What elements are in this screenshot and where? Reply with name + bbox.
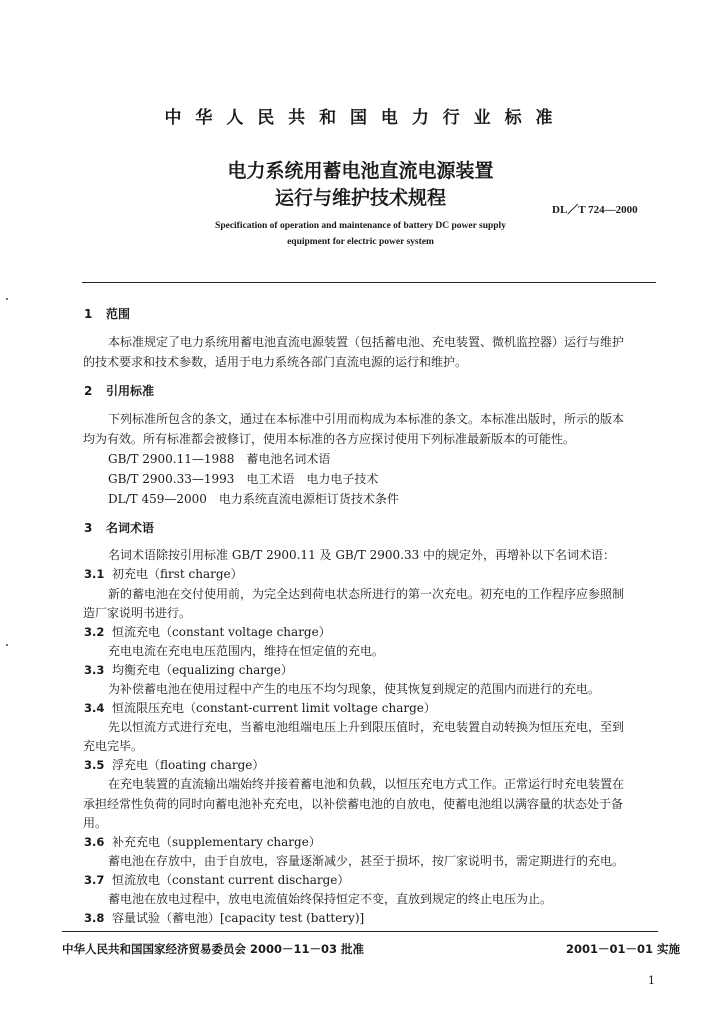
term-name: 容量试验（蓄电池）[capacity test (battery)]	[112, 911, 365, 925]
section-title: 引用标准	[106, 384, 155, 398]
section-number: 2	[84, 384, 93, 398]
scan-speck	[6, 644, 8, 646]
term-heading	[84, 661, 293, 678]
section-2-paragraph-line2: 均为有效。所有标准都会被修订，使用本标准的各方应探讨使用下列标准最新版本的可能性。	[83, 432, 576, 446]
section-2-heading	[84, 382, 154, 399]
document-title-line1: 电力系统用蓄电池直流电源装置	[227, 160, 494, 182]
header-divider	[82, 282, 656, 283]
term-definition-line: 新的蓄电池在交付使用前，为完全达到荷电状态所进行的第一次充电。初充电的工作程序应参照制	[108, 587, 625, 601]
term-heading	[84, 756, 264, 773]
term-heading	[84, 871, 349, 888]
document-title-line2: 运行与维护技术规程	[274, 187, 446, 209]
section-1-heading	[84, 305, 130, 322]
term-definition-line: 用。	[83, 816, 108, 830]
term-definition-line: 造厂家说明书进行。	[83, 606, 192, 620]
approval-notice: 中华人民共和国国家经济贸易委员会 2000－11－03 批准	[62, 942, 365, 956]
scan-speck	[6, 298, 8, 300]
term-name: 补充充电（supplementary charge）	[112, 835, 321, 849]
term-number: 3.4	[84, 701, 105, 715]
term-definition-line: 承担经常性负荷的同时向蓄电池补充充电，以补偿蓄电池的自放电，使蓄电池组以满容量的状态处于备	[83, 797, 624, 811]
term-definition-line: 蓄电池在放电过程中，放电电流值始终保持恒定不变，直放到规定的终止电压为止。	[108, 892, 553, 906]
section-title: 范围	[106, 307, 131, 321]
term-number: 3.7	[84, 873, 105, 887]
term-name: 均衡充电（equalizing charge）	[112, 663, 293, 677]
standard-category: 中 华 人 民 共 和 国 电 力 行 业 标 准	[164, 108, 557, 128]
term-number: 3.8	[84, 911, 105, 925]
implementation-date: 2001－01－01 实施	[566, 942, 681, 956]
term-heading	[84, 623, 331, 640]
reference-item: GB/T 2900.33—1993 电工术语 电力电子技术	[108, 472, 379, 486]
term-definition-line: 充电电流在充电电压范围内，维持在恒定值的充电。	[108, 644, 385, 658]
term-heading	[84, 699, 436, 716]
section-number: 1	[84, 307, 93, 321]
term-number: 3.5	[84, 758, 105, 772]
term-heading	[84, 565, 243, 582]
english-title-line2: equipment for electric power system	[287, 237, 434, 247]
section-2-paragraph-line1: 下列标准所包含的条文，通过在本标准中引用而构成为本标准的条文。本标准出版时，所示的版本	[108, 412, 625, 426]
section-3-intro: 名词术语除按引用标准 GB/T 2900.11 及 GB/T 2900.33 中的规定外，再增补以下名词术语：	[108, 548, 616, 562]
term-name: 初充电（first charge）	[112, 567, 243, 581]
reference-item: DL/T 459—2000 电力系统直流电源柜订货技术条件	[108, 492, 399, 506]
page-number: 1	[648, 974, 655, 987]
reference-item: GB/T 2900.11—1988 蓄电池名词术语	[108, 452, 331, 466]
term-number: 3.1	[84, 567, 105, 581]
standard-number: DL／T 724—2000	[552, 204, 638, 216]
section-1-paragraph-line1: 本标准规定了电力系统用蓄电池直流电源装置（包括蓄电池、充电装置、微机监控器）运行与维护	[108, 335, 625, 349]
term-number: 3.3	[84, 663, 105, 677]
term-number: 3.6	[84, 835, 105, 849]
footer-divider	[62, 931, 658, 932]
term-definition-line: 为补偿蓄电池在使用过程中产生的电压不均匀现象，使其恢复到规定的范围内而进行的充电。	[108, 682, 601, 696]
section-3-heading	[84, 519, 154, 536]
term-name: 恒流限压充电（constant-current limit voltage charge）	[112, 701, 436, 715]
term-number: 3.2	[84, 625, 105, 639]
term-definition-line: 蓄电池在存放中，由于自放电，容量逐渐减少，甚至于损坏，按厂家说明书，需定期进行的充电。	[108, 854, 625, 868]
section-title: 名词术语	[106, 521, 155, 535]
section-1-paragraph-line2: 的技术要求和技术参数，适用于电力系统各部门直流电源的运行和维护。	[83, 355, 468, 369]
term-heading	[84, 909, 364, 926]
english-title-line1: Specification of operation and maintenance of battery DC power supply	[215, 221, 506, 231]
section-number: 3	[84, 521, 93, 535]
term-definition-line: 充电完毕。	[83, 739, 144, 753]
term-heading	[84, 833, 321, 850]
term-name: 浮充电（floating charge）	[112, 758, 265, 772]
term-name: 恒流充电（constant voltage charge）	[112, 625, 331, 639]
term-name: 恒流放电（constant current discharge）	[112, 873, 350, 887]
term-definition-line: 先以恒流方式进行充电，当蓄电池组端电压上升到限压值时，充电装置自动转换为恒压充电，至到	[108, 720, 625, 734]
term-definition-line: 在充电装置的直流输出端始终并接着蓄电池和负载，以恒压充电方式工作。正常运行时充电装置在	[108, 777, 625, 791]
